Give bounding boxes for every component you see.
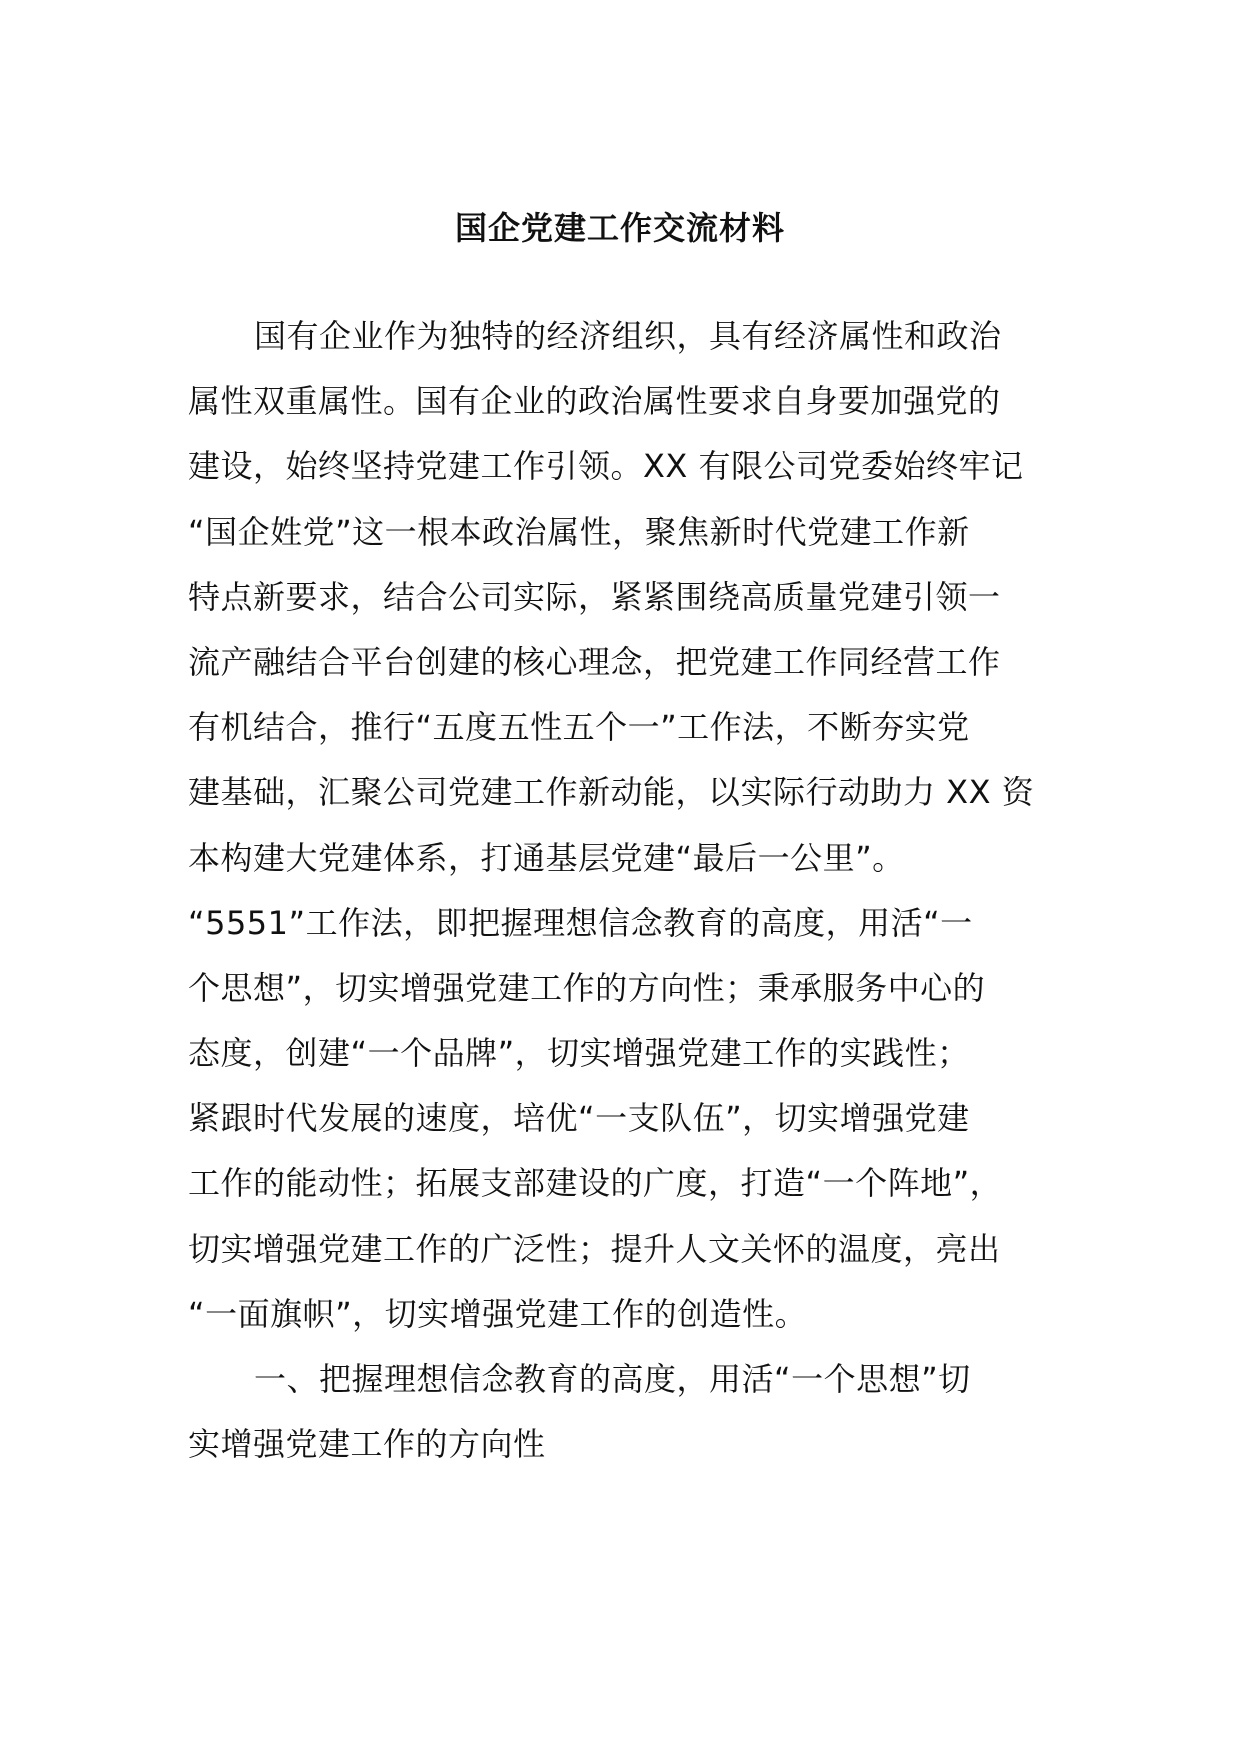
text-line: 紧跟时代发展的速度，培优“一支队伍”，切实增强党建	[188, 1099, 970, 1138]
text-line: 本构建大党建体系，打通基层党建“最后一公里”。	[188, 838, 905, 877]
text-line: 态度，创建“一个品牌”，切实增强党建工作的实践性；	[188, 1034, 970, 1073]
text-line: 建设，始终坚持党建工作引领。XX 有限公司党委始终牢记	[188, 447, 1024, 486]
text-line: “国企姓党”这一根本政治属性，聚焦新时代党建工作新	[188, 512, 970, 551]
text-line: “5551”工作法，即把握理想信念教育的高度，用活“一	[188, 903, 973, 942]
section-heading-continued: 实增强党建工作的方向性	[188, 1425, 546, 1464]
document-title: 国企党建工作交流材料	[454, 209, 785, 247]
text-line: 个思想”，切实增强党建工作的方向性；秉承服务中心的	[188, 968, 986, 1007]
text-line: 流产融结合平台创建的核心理念，把党建工作同经营工作	[188, 642, 1001, 681]
document-body	[188, 304, 1058, 1477]
text-line: 特点新要求，结合公司实际，紧紧围绕高质量党建引领一	[188, 577, 1001, 616]
text-line: 国有企业作为独特的经济组织，具有经济属性和政治	[254, 317, 1002, 355]
text-line: 工作的能动性；拓展支部建设的广度，打造“一个阵地”，	[188, 1164, 1003, 1203]
text-line: 属性双重属性。国有企业的政治属性要求自身要加强党的	[188, 382, 1001, 421]
text-line: 切实增强党建工作的广泛性；提升人文关怀的温度，亮出	[188, 1229, 1001, 1268]
text-line: 建基础，汇聚公司党建工作新动能，以实际行动助力 XX 资	[188, 773, 1035, 812]
text-line: “一面旗帜”，切实增强党建工作的创造性。	[188, 1294, 808, 1333]
text-line: 有机结合，推行“五度五性五个一”工作法，不断夯实党	[188, 708, 970, 747]
section-heading: 一、把握理想信念教育的高度，用活“一个思想”切	[254, 1360, 971, 1398]
